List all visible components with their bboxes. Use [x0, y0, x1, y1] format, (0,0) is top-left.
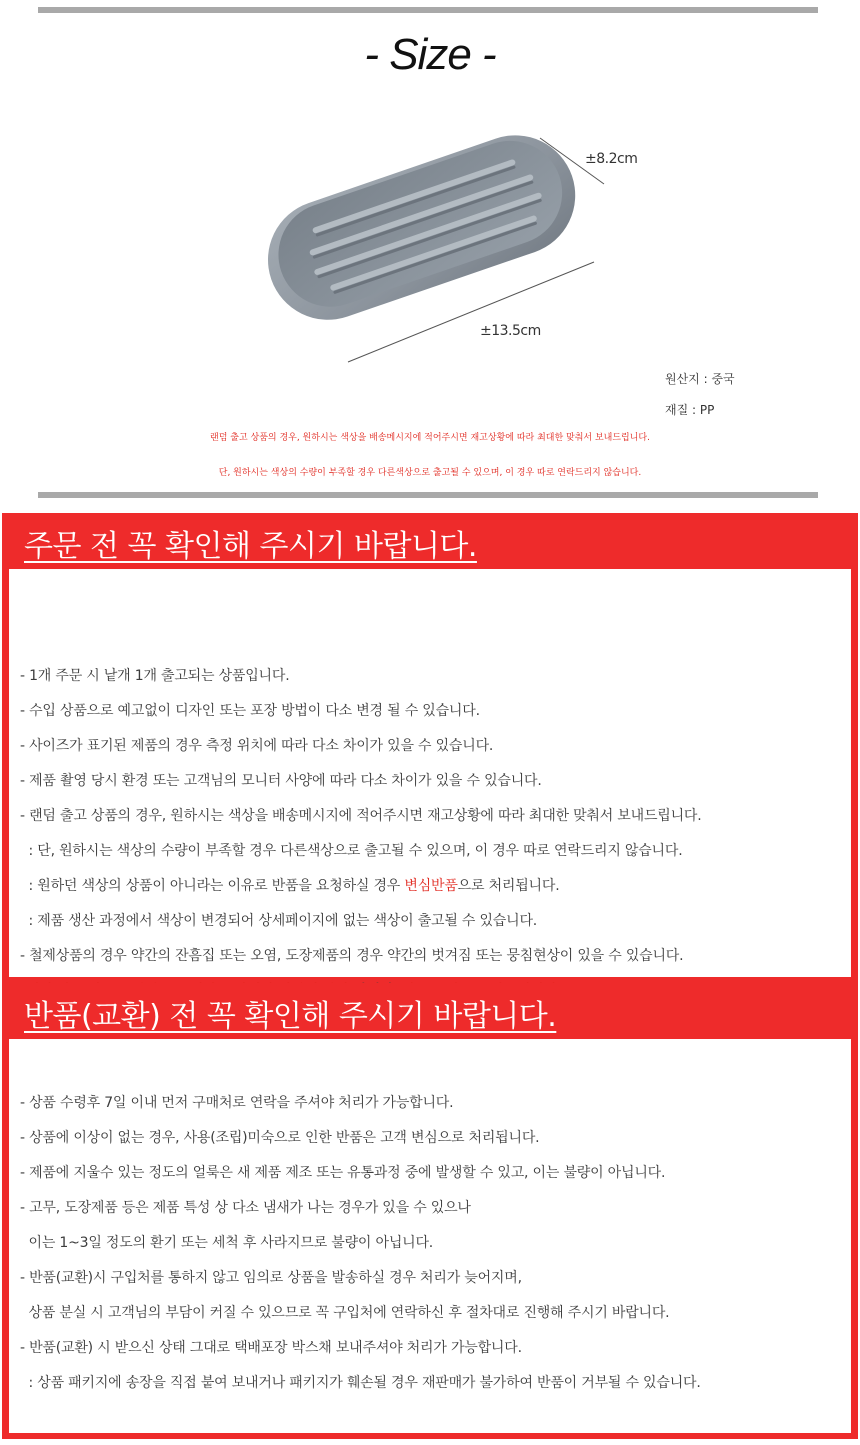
soap-dish-image	[0, 0, 860, 500]
change-prefix-text: : 원하던 색상의 상품이 아니라는 이유로 반품을 요청하실 경우	[20, 878, 405, 894]
order-notice-item: - 제품 촬영 당시 환경 또는 고객님의 모니터 사양에 따라 다소 차이가 있을 수 있습니다.	[20, 773, 542, 789]
order-notice-header	[2, 513, 858, 569]
order-notice-item-change-of-mind	[20, 875, 559, 895]
random-shipping-note: 랜덤 출고 상품의 경우, 원하시는 색상을 배송메시지에 적어주시면 재고상황에 따라 최대한 맞춰서 보내드립니다.	[210, 433, 650, 443]
order-notice-panel	[2, 513, 858, 983]
dimension-width-label: ±13.5cm	[480, 323, 541, 339]
order-notice-item: - 수입 상품으로 예고없이 디자인 또는 포장 방법이 다소 변경 될 수 있습니다.	[20, 703, 480, 719]
return-notice-body	[9, 1039, 851, 1433]
order-notice-body	[9, 569, 851, 977]
order-notice-item: - 랜덤 출고 상품의 경우, 원하시는 색상을 배송메시지에 적어주시면 재고상황에 따라 최대한 맞춰서 보내드립니다.	[20, 808, 702, 824]
order-notice-item: : 단, 원하시는 색상의 수량이 부족할 경우 다른색상으로 출고될 수 있으며, 이 경우 따로 연락드리지 않습니다.	[20, 843, 683, 859]
origin-label: 원산지 : 중국	[665, 372, 735, 386]
material-label: 재질 : PP	[665, 403, 715, 417]
return-notice-item: : 상품 패키지에 송장을 직접 붙여 보내거나 패키지가 훼손될 경우 재판매가 불가하여 반품이 거부될 수 있습니다.	[20, 1375, 701, 1391]
change-suffix-text: 으로 처리됩니다.	[457, 878, 560, 894]
order-notice-item: - 1개 주문 시 낱개 1개 출고되는 상품입니다.	[20, 668, 290, 684]
return-notice-header	[2, 983, 858, 1039]
return-notice-item: - 반품(교환)시 구입처를 통하지 않고 임의로 상품을 발송하실 경우 처리가 늦어지며,	[20, 1270, 522, 1286]
return-notice-title: 반품(교환) 전 꼭 확인해 주시기 바랍니다.	[24, 999, 557, 1034]
order-notice-item: : 제품 생산 과정에서 색상이 변경되어 상세페이지에 없는 색상이 출고될 수 있습니다.	[20, 913, 538, 929]
return-notice-panel	[2, 983, 858, 1439]
color-shortage-note: 단, 원하시는 색상의 수량이 부족할 경우 다른색상으로 출고될 수 있으며, 이 경우 따로 연락드리지 않습니다.	[218, 468, 642, 478]
order-notice-title: 주문 전 꼭 확인해 주시기 바랍니다.	[24, 529, 477, 564]
return-notice-item: - 상품에 이상이 없는 경우, 사용(조립)미숙으로 인한 반품은 고객 변심으로 처리됩니다.	[20, 1130, 540, 1146]
bottom-divider	[38, 492, 818, 498]
order-notice-item: - 철제상품의 경우 약간의 잔흠집 또는 오염, 도장제품의 경우 약간의 벗겨짐 또는 뭉침현상이 있을 수 있습니다.	[20, 948, 684, 964]
size-heading: - Size -	[364, 30, 496, 79]
return-notice-item: - 고무, 도장제품 등은 제품 특성 상 다소 냄새가 나는 경우가 있을 수 있으나	[20, 1200, 471, 1216]
return-notice-item: - 반품(교환) 시 받으신 상태 그대로 택배포장 박스채 보내주셔야 처리가 가능합니다.	[20, 1340, 522, 1356]
change-of-mind-highlight: 변심반품	[404, 878, 458, 894]
return-notice-item: 상품 분실 시 고객님의 부담이 커질 수 있으므로 꼭 구입처에 연락하신 후 절차대로 진행해 주시기 바랍니다.	[20, 1305, 670, 1321]
return-notice-item: - 상품 수령후 7일 이내 먼저 구매처로 연락을 주셔야 처리가 가능합니다.	[20, 1095, 454, 1111]
dimension-height-label: ±8.2cm	[585, 151, 638, 167]
return-notice-item: 이는 1~3일 정도의 환기 또는 세척 후 사라지므로 불량이 아닙니다.	[20, 1235, 434, 1251]
order-notice-item: - 사이즈가 표기된 제품의 경우 측정 위치에 따라 다소 차이가 있을 수 있습니다.	[20, 738, 494, 754]
return-notice-item: - 제품에 지울수 있는 정도의 얼룩은 새 제품 제조 또는 유통과정 중에 발생할 수 있고, 이는 불량이 아닙니다.	[20, 1165, 666, 1181]
